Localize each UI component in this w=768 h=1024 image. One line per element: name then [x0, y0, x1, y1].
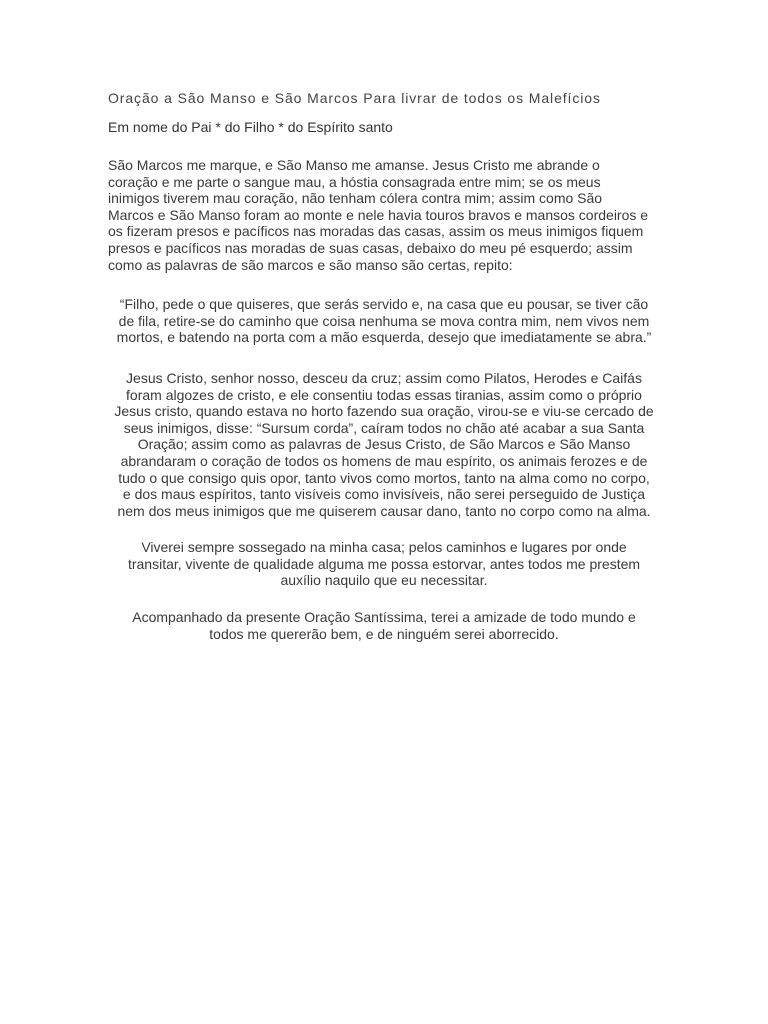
- document-page: [108, 88, 660, 642]
- paragraph-intro: São Marcos me marque, e São Manso me amanse. Jesus Cristo me abrande o coração e me parte o sangue mau, a hóstia consagrada entre mim; se os meus inimigos tiverem mau coração, não tenham cólera contra mim; assim como São Marcos e São Manso foram ao monte e nele havia touros bravos e mansos cordeiros e os fizeram presos e pacíficos nas moradas das casas, assim os meus inimigos fiquem presos e pacíficos nas moradas de suas casas, debaixo do meu pé esquerdo; assim como as palavras de são marcos e são manso são certas, repito:: [108, 157, 649, 273]
- document-title: Oração a São Manso e São Marcos Para livrar de todos os Malefícios: [108, 90, 601, 106]
- document-subtitle: Em nome do Pai * do Filho * do Espírito santo: [108, 119, 393, 135]
- paragraph-acompanhado: Acompanhado da presente Oração Santíssima, terei a amizade de todo mundo e todos me quererão bem, e de ninguém serei aborrecido.: [132, 609, 636, 642]
- paragraph-jesus-cristo: Jesus Cristo, senhor nosso, desceu da cruz; assim como Pilatos, Herodes e Caifás foram algozes de cristo, e ele consentiu todas essas tiranias, assim como o próprio Jesus cristo, quando estava no horto fazendo sua oração, virou-se e viu-se cercado de seus inimigos, disse: “Sursum corda”, caíram todos no chão até acabar a sua Santa Oração; assim como as palavras de Jesus Cristo, de São Marcos e São Manso abrandaram o coração de todos os homens de mau espírito, os animais ferozes e de tudo o que consigo quis opor, tanto vivos como mortos, tanto na alma como no corpo, e dos maus espíritos, tanto visíveis como invisíveis, não serei perseguido de Justiça nem dos meus inimigos que me quiserem causar dano, tanto no corpo como na alma.: [114, 369, 654, 519]
- paragraph-viverei: Viverei sempre sossegado na minha casa; pelos caminhos e lugares por onde transitar, vivente de qualidade alguma me possa estorvar, antes todos me prestem auxílio naquilo que eu necessitar.: [127, 539, 641, 589]
- paragraph-quote: “Filho, pede o que quiseres, que serás servido e, na casa que eu pousar, se tiver cão de fila, retire-se do caminho que coisa nenhuma se mova contra mim, nem vivos nem mortos, e batendo na porta com a mão esquerda, desejo que imediatamente se abra.”: [116, 296, 652, 346]
